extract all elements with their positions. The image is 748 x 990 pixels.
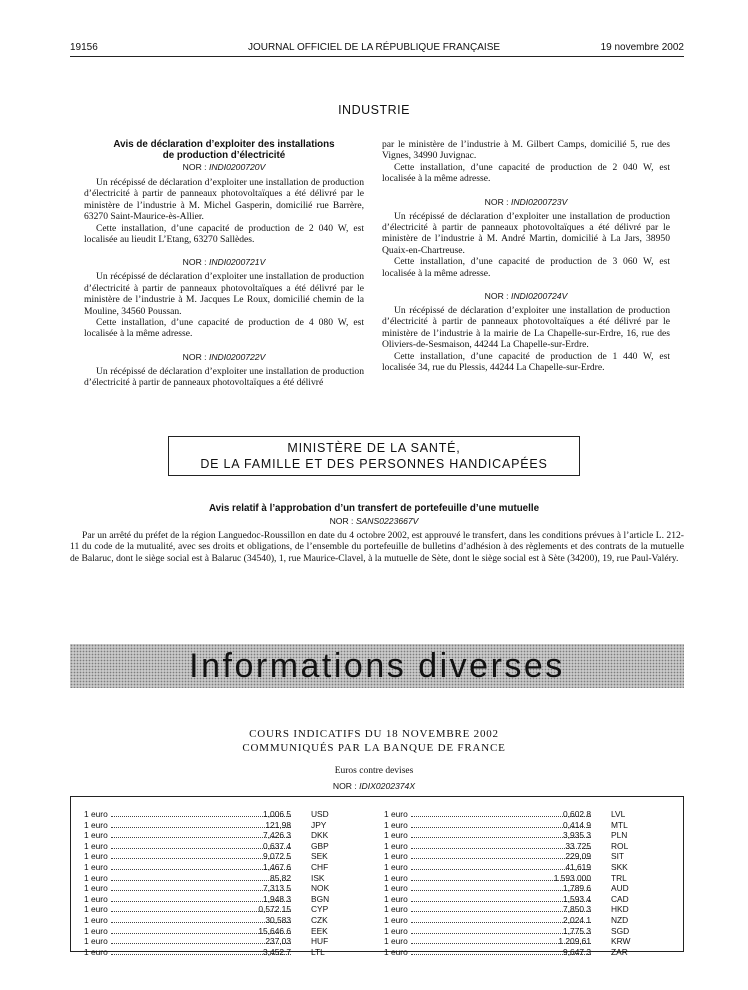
nor-label: NOR : [182, 162, 209, 172]
nor-label: NOR : [182, 351, 209, 362]
rate-label: 1 euro [384, 925, 408, 936]
rate-label: 1 euro [84, 946, 108, 957]
rate-value: 1,467 6 [263, 861, 291, 872]
rate-label: 1 euro [384, 946, 408, 957]
rate-row [384, 809, 649, 820]
rate-value: 7,850 3 [563, 904, 591, 915]
currency-code: ZAR [611, 946, 628, 957]
right-column [382, 139, 670, 374]
rate-label: 1 euro [384, 872, 408, 883]
rate-label: 1 euro [84, 936, 108, 947]
rate-label: 1 euro [384, 893, 408, 904]
nor-label: NOR : [332, 781, 360, 791]
rate-value: 33 725 [565, 840, 591, 851]
ministry-line1: MINISTÈRE DE LA SANTÉ, [287, 441, 461, 455]
currency-code: NOK [311, 883, 330, 894]
rate-value: 41,619 [565, 861, 591, 872]
rate-label: 1 euro [84, 872, 108, 883]
rate-label: 1 euro [84, 851, 108, 862]
rate-row [84, 809, 349, 820]
rate-row [84, 873, 349, 884]
nor-label: NOR : [484, 196, 511, 207]
rate-row [384, 862, 649, 873]
rate-label: 1 euro [384, 830, 408, 841]
ministry-box [168, 436, 580, 476]
rate-row [84, 915, 349, 926]
receipt-paragraph: Un récépissé de déclaration d’exploiter une installation de production d’électricité à partir de panneaux photovoltaïques a été délivré par le ministère de l’industrie à M. Jacques Le Roux, domicilié chemin de la Mouline, 34560 Poussan. [84, 271, 364, 317]
rate-value: 1,789 6 [563, 883, 591, 894]
page-number: 19156 [70, 42, 98, 53]
rate-value: 121,98 [265, 819, 291, 830]
rate-label: 1 euro [84, 893, 108, 904]
ministry-line2: DE LA FAMILLE ET DES PERSONNES HANDICAPÉES [200, 457, 548, 471]
rate-row [84, 851, 349, 862]
currency-code: DKK [311, 830, 329, 841]
rate-row [84, 947, 349, 958]
rate-row [384, 926, 649, 937]
avis2-paragraph: Par un arrêté du préfet de la région Languedoc-Roussillon en date du 4 octobre 2002, est approuvé le transfert, dans les conditions prévues à l’article L. 212-11 du code de la mutualité, avec ses droits et obligations, de l’ensemble du portefeuille de bulletins d’adhésion à des règlements et des contrats de la mutuelle de Balaruc, dont le siège social est à Balaruc (34540), 1, rue Maurice-Clavel, à la mutuelle de Sète, dont le siège social est à Sète (34200), 19, rue Paul-Valéry. [70, 530, 684, 564]
nor-reference [382, 196, 670, 208]
rate-value: 1,593 4 [563, 893, 591, 904]
receipt-paragraph: Un récépissé de déclaration d’exploiter une installation de production d’électricité à partir de panneaux photovoltaïques a été délivré [84, 365, 364, 389]
nor-code: IDIX0202374X [359, 781, 416, 791]
rate-label: 1 euro [384, 883, 408, 894]
nor-code: INDI0200723V [510, 196, 568, 207]
avis-title-line1: Avis de déclaration d’exploiter des installations [113, 139, 335, 150]
rate-value: 237,03 [265, 936, 291, 947]
currency-code: USD [311, 809, 329, 819]
rate-value: 1 593 000 [553, 872, 591, 883]
rate-label: 1 euro [84, 809, 108, 819]
rate-label: 1 euro [84, 819, 108, 830]
rate-row [384, 841, 649, 852]
rate-value: 85,82 [270, 872, 291, 883]
banner-title: Informations diverses [189, 647, 565, 685]
rate-value: 1,948 3 [263, 893, 291, 904]
rate-row [84, 926, 349, 937]
nor-code: INDI0200721V [208, 257, 266, 268]
nor-reference [382, 290, 670, 302]
journal-title: JOURNAL OFFICIEL DE LA RÉPUBLIQUE FRANÇAISE [247, 42, 501, 53]
nor-reference [0, 515, 748, 527]
rate-value: 1,006 5 [263, 809, 291, 819]
currency-code: AUD [611, 883, 629, 894]
rate-row [384, 873, 649, 884]
rate-row [384, 915, 649, 926]
rate-value: 7,426 3 [263, 830, 291, 841]
receipt-paragraph: Un récépissé de déclaration d’exploiter une installation de production d’électricité à partir de panneaux photovoltaïques a été délivré par le ministère de l’industrie à la mairie de La Chapelle-sur-Erdre, 16, rue des Oliviers-de-Sesmaison, 44244 La Chapelle-sur-Erdre. [382, 305, 670, 351]
rate-value: 2,024 1 [563, 914, 591, 925]
nor-label: NOR : [182, 257, 209, 268]
capacity-paragraph: Cette installation, d’une capacité de production de 2 040 W, est localisée à la même adresse. [382, 161, 670, 185]
capacity-paragraph: Cette installation, d’une capacité de production de 3 060 W, est localisée à la même adresse. [382, 256, 670, 279]
currency-code: LTL [311, 946, 325, 957]
rate-row [384, 830, 649, 841]
rate-row [384, 883, 649, 894]
nor-reference [84, 256, 364, 268]
rate-row [384, 936, 649, 947]
exchange-rate-table [70, 796, 684, 957]
rate-value: 1 209,61 [558, 936, 591, 947]
nor-reference [84, 161, 364, 173]
rate-label: 1 euro [384, 861, 408, 872]
rate-row [84, 830, 349, 841]
rate-row [84, 904, 349, 915]
rate-value: 0,572 15 [258, 904, 291, 915]
currency-code: HUF [311, 936, 329, 947]
capacity-paragraph: Cette installation, d’une capacité de production de 1 440 W, est localisée 34, rue du Plessis, 44244 La Chapelle-sur-Erdre. [382, 350, 670, 374]
currency-code: HKD [611, 904, 629, 915]
rate-row [84, 820, 349, 831]
header-rule [70, 56, 684, 57]
nor-code: INDI0200722V [208, 351, 266, 362]
currency-code: CYP [311, 904, 329, 915]
rate-row [384, 947, 649, 958]
rate-label: 1 euro [84, 914, 108, 925]
cours-line1: COURS INDICATIFS DU 18 NOVEMBRE 2002 [249, 728, 499, 740]
rate-value: 9,072 5 [263, 851, 291, 862]
rate-row [84, 841, 349, 852]
rate-row [84, 883, 349, 894]
receipt-paragraph: Un récépissé de déclaration d’exploiter une installation de production d’électricité à partir de panneaux photovoltaïques a été délivré par le ministère de l’industrie à M. André Martin, domicilié à La Jars, 38950 Quaix-en-Chartreuse. [382, 210, 670, 256]
rates-left-column [84, 809, 349, 957]
rate-label: 1 euro [84, 925, 108, 936]
rate-label: 1 euro [84, 840, 108, 851]
rate-row [84, 862, 349, 873]
nor-code: INDI0200724V [510, 291, 568, 302]
rates-right-column [384, 809, 649, 957]
rate-label: 1 euro [384, 819, 408, 830]
avis-title [84, 139, 364, 161]
rate-value: 0,414 9 [563, 819, 591, 830]
capacity-paragraph: Cette installation, d’une capacité de production de 4 080 W, est localisée à la même adresse. [84, 317, 364, 340]
rate-value: 0,637 4 [263, 840, 291, 851]
rate-label: 1 euro [384, 936, 408, 947]
rate-value: 3,935 3 [563, 830, 591, 841]
currency-code: NZD [611, 914, 629, 925]
currency-code: LVL [611, 809, 626, 819]
currency-code: PLN [611, 830, 628, 841]
rate-label: 1 euro [384, 904, 408, 915]
currency-code: SKK [611, 861, 628, 872]
receipt-continuation: par le ministère de l’industrie à M. Gilbert Camps, domicilié 5, rue des Vignes, 34990 Juvignac. [382, 139, 670, 162]
rate-label: 1 euro [384, 851, 408, 862]
currency-code: SEK [311, 851, 328, 862]
capacity-paragraph: Cette installation, d’une capacité de production de 2 040 W, est localisée au lieudit L’Etang, 63270 Sallèdes. [84, 222, 364, 246]
nor-label: NOR : [329, 516, 356, 526]
nor-reference [84, 351, 364, 363]
currency-code: CHF [311, 861, 329, 872]
avis2-title: Avis relatif à l’approbation d’un transfert de portefeuille d’une mutuelle [208, 503, 540, 514]
currency-code: CAD [611, 893, 629, 904]
rate-label: 1 euro [384, 914, 408, 925]
rate-value: 1,775 3 [563, 925, 591, 936]
left-column [84, 139, 364, 389]
rate-value: 9,647 3 [563, 946, 591, 957]
receipt-paragraph: Un récépissé de déclaration d’exploiter une installation de production d’électricité à partir de panneaux photovoltaïques a été délivré par le ministère de l’industrie à M. Michel Gasperin, domicilié rue Barrère, 63270 Saint-Maurice-ès-Allier. [84, 177, 364, 223]
currency-code: KRW [611, 936, 631, 947]
currency-code: SIT [611, 851, 625, 862]
issue-date: 19 novembre 2002 [600, 42, 684, 53]
nor-code: SANS0223667V [355, 516, 419, 526]
rate-row [84, 894, 349, 905]
currency-code: JPY [311, 819, 327, 830]
rate-label: 1 euro [84, 883, 108, 894]
currency-code: MTL [611, 819, 628, 830]
cours-line2: COMMUNIQUÉS PAR LA BANQUE DE FRANCE [242, 742, 506, 754]
section-title: INDUSTRIE [338, 103, 410, 117]
currency-code: EEK [311, 925, 328, 936]
avis2-body [70, 530, 684, 564]
rate-value: 15,646 6 [258, 925, 291, 936]
rate-label: 1 euro [384, 809, 408, 819]
cours-subtitle: Euros contre devises [334, 766, 414, 776]
nor-label: NOR : [484, 291, 511, 302]
rate-value: 7,313 5 [263, 883, 291, 894]
currency-code: ROL [611, 840, 629, 851]
rate-label: 1 euro [84, 904, 108, 915]
rate-row [384, 820, 649, 831]
currency-code: GBP [311, 840, 329, 851]
currency-code: BGN [311, 893, 330, 904]
rate-label: 1 euro [84, 861, 108, 872]
rate-label: 1 euro [384, 840, 408, 851]
rate-label: 1 euro [84, 830, 108, 841]
rate-row [384, 904, 649, 915]
rate-value: 3,452 7 [263, 946, 291, 957]
rate-row [384, 894, 649, 905]
currency-code: SGD [611, 925, 630, 936]
nor-reference [0, 780, 748, 792]
rate-value: 229,09 [565, 851, 591, 862]
rate-value: 0,602 8 [563, 809, 591, 819]
rate-value: 30,583 [265, 914, 291, 925]
currency-code: ISK [311, 872, 325, 883]
rate-row [84, 936, 349, 947]
currency-code: TRL [611, 872, 627, 883]
nor-code: INDI0200720V [208, 162, 266, 172]
rate-row [384, 851, 649, 862]
avis-title-line2: de production d’électricité [162, 150, 286, 161]
currency-code: CZK [311, 914, 328, 925]
